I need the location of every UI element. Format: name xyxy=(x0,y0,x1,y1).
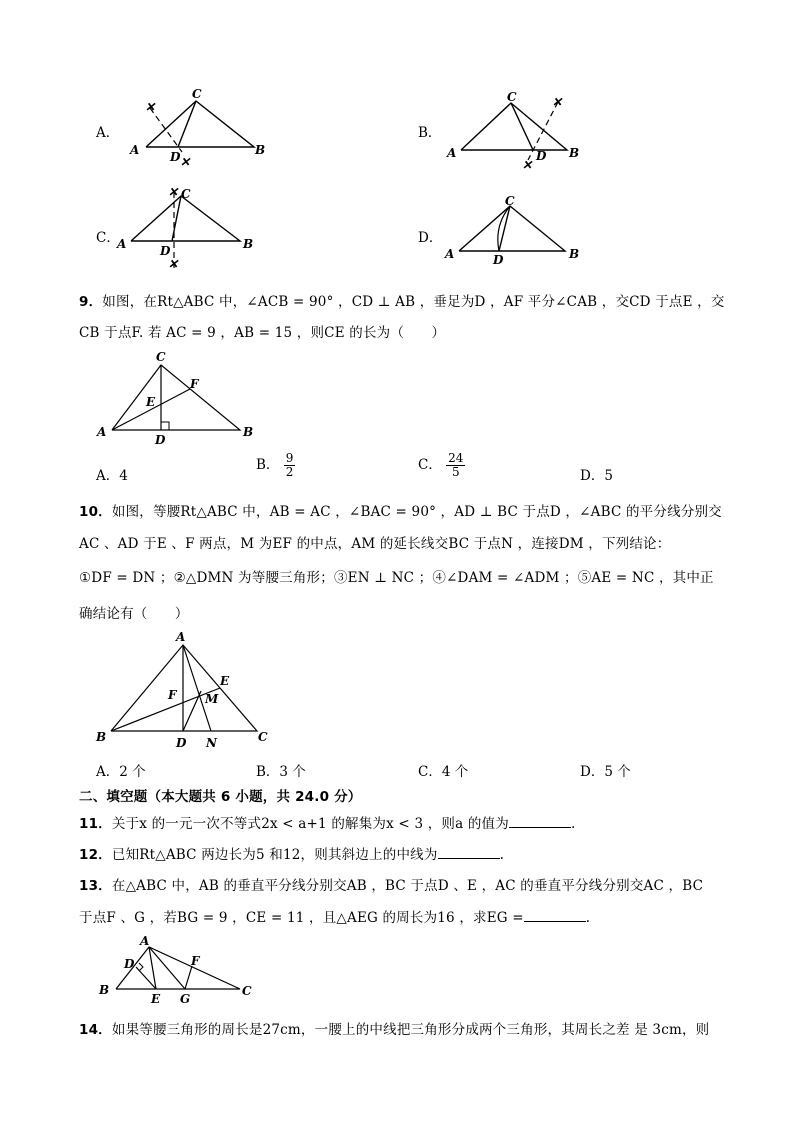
q8c-label-b: B xyxy=(243,237,254,251)
q12-number: 12． xyxy=(79,847,112,863)
q8b-label-c: C xyxy=(507,90,517,104)
q8-option-d-label[interactable]: D． xyxy=(418,230,443,246)
q12-answer-blank[interactable] xyxy=(438,846,500,859)
q9-option-b[interactable]: B． $\frac{9}{2}$ xyxy=(256,451,294,479)
q9-number: 9． xyxy=(79,294,103,310)
q13-number: 13． xyxy=(79,878,112,894)
q8a-label-a: A xyxy=(130,143,140,157)
q11-number: 11． xyxy=(79,816,112,832)
question-11: 11．关于x 的一元一次不等式2x < a+1 的解集为x < 3 ，则a 的值为 . xyxy=(79,816,576,832)
q13-label-a: A xyxy=(140,934,150,948)
q10-option-a[interactable]: A．2 个 xyxy=(96,764,146,780)
q8b-label-a: A xyxy=(447,146,457,160)
svg-text:✕: ✕ xyxy=(168,185,179,199)
q10-line3: ①DF = DN ；②△DMN 为等腰三角形；③EN ⊥ NC ；④∠DAM = ∠ADM ；⑤AE = NC ，其中正 xyxy=(79,570,714,586)
q8-option-a-label[interactable]: A． xyxy=(96,125,120,141)
q10-label-b: B xyxy=(96,730,107,744)
q9-option-c[interactable]: C． $\frac{24}{5}$ xyxy=(418,451,464,479)
q13-label-c: C xyxy=(242,984,252,998)
q13-label-g: G xyxy=(180,992,191,1006)
q14-number: 14． xyxy=(79,1022,112,1038)
q13-label-b: B xyxy=(99,983,110,997)
q8d-label-a: A xyxy=(445,247,455,261)
q10-number: 10． xyxy=(79,504,112,520)
q8b-label-b: B xyxy=(569,146,580,160)
q8c-label-c: C xyxy=(181,187,191,201)
q10-line1: 如图，等腰Rt△ABC 中，AB = AC ，∠BAC = 90° ，AD ⊥ BC 于点D ，∠ABC 的平分线分别交 xyxy=(111,504,722,520)
q13-label-e: E xyxy=(151,992,161,1006)
q13-answer-blank[interactable] xyxy=(524,909,586,922)
q12-text: 已知Rt△ABC 两边长为5 和12，则其斜边上的中线为 xyxy=(111,847,438,863)
q8a-label-d: D xyxy=(170,150,181,164)
q9-label-e: E xyxy=(146,395,156,409)
question-12: 12．已知Rt△ABC 两边长为5 和12，则其斜边上的中线为 . xyxy=(79,847,505,863)
q8b-label-d: D xyxy=(536,149,547,163)
q8-option-b-label[interactable]: B． xyxy=(418,125,442,141)
q11-text: 关于x 的一元一次不等式2x < a+1 的解集为x < 3 ，则a 的值为 xyxy=(111,816,509,832)
q13-label-d: D xyxy=(124,957,135,971)
q8a-label-c: C xyxy=(192,87,202,101)
q9-label-c: C xyxy=(156,350,166,364)
q9-label-f: F xyxy=(190,377,199,391)
q13-line2: 于点F 、G ，若BG = 9 ，CE = 11 ，且△AEG 的周长为16 ，求EG = xyxy=(79,910,524,926)
svg-text:✕: ✕ xyxy=(168,257,179,271)
q8d-label-b: B xyxy=(569,247,580,261)
q9-label-a: A xyxy=(97,425,107,439)
q9-label-d: D xyxy=(155,433,166,447)
q10-label-f: F xyxy=(168,688,177,702)
q13-line1: 在△ABC 中，AB 的垂直平分线分别交AB ，BC 于点D 、E ，AC 的垂直平分线分别交AC ，BC xyxy=(111,878,704,894)
q9-line2: CB 于点F. 若 AC = 9 ，AB = 15 ，则CE 的长为（ ） xyxy=(79,325,446,341)
q10-option-d[interactable]: D．5 个 xyxy=(580,764,631,780)
section-2-heading: 二、填空题（本大题共 6 小题，共 24.0 分） xyxy=(79,789,362,805)
q9-option-d[interactable]: D．5 xyxy=(580,468,613,484)
q8-option-c-label[interactable]: C． xyxy=(96,230,120,246)
q8c-label-a: A xyxy=(117,237,127,251)
svg-text:✕: ✕ xyxy=(522,158,533,172)
q8d-label-d: D xyxy=(493,253,504,267)
q8c-label-d: D xyxy=(160,244,171,258)
q14-line1: 如果等腰三角形的周长是27cm，一腰上的中线把三角形分成两个三角形，其周长之差 是 3cm，则 xyxy=(111,1022,710,1038)
svg-text:✕: ✕ xyxy=(145,100,156,114)
q10-label-a: A xyxy=(176,630,186,644)
q10-label-m: M xyxy=(205,692,219,706)
q10-option-c[interactable]: C．4 个 xyxy=(418,764,469,780)
q8a-label-b: B xyxy=(255,143,266,157)
q10-label-n: N xyxy=(206,736,217,750)
q10-label-c: C xyxy=(258,730,268,744)
q10-line2: AC 、AD 于E 、F 两点，M 为EF 的中点，AM 的延长线交BC 于点N ，连接DM ，下列结论： xyxy=(79,536,671,552)
q13-label-f: F xyxy=(191,954,200,968)
q9-option-b-fraction: $\frac{9}{2}$ xyxy=(285,451,294,479)
q9-line1: 如图，在Rt△ABC 中，∠ACB = 90° ，CD ⊥ AB ，垂足为D ，AF 平分∠CAB ，交CD 于点E ，交 xyxy=(102,294,725,310)
q11-answer-blank[interactable] xyxy=(509,815,571,828)
q9-label-b: B xyxy=(243,425,254,439)
q9-option-a[interactable]: A．4 xyxy=(96,468,128,484)
q10-label-d: D xyxy=(176,736,187,750)
svg-text:✕: ✕ xyxy=(552,95,563,109)
q10-line4: 确结论有（ ） xyxy=(79,606,189,622)
svg-text:✕: ✕ xyxy=(180,155,191,169)
question-14 xyxy=(79,1018,709,1038)
q10-label-e: E xyxy=(220,674,230,688)
q8d-label-c: C xyxy=(505,194,515,208)
q9-option-c-fraction: $\frac{24}{5}$ xyxy=(448,451,464,479)
q10-option-b[interactable]: B．3 个 xyxy=(256,764,306,780)
